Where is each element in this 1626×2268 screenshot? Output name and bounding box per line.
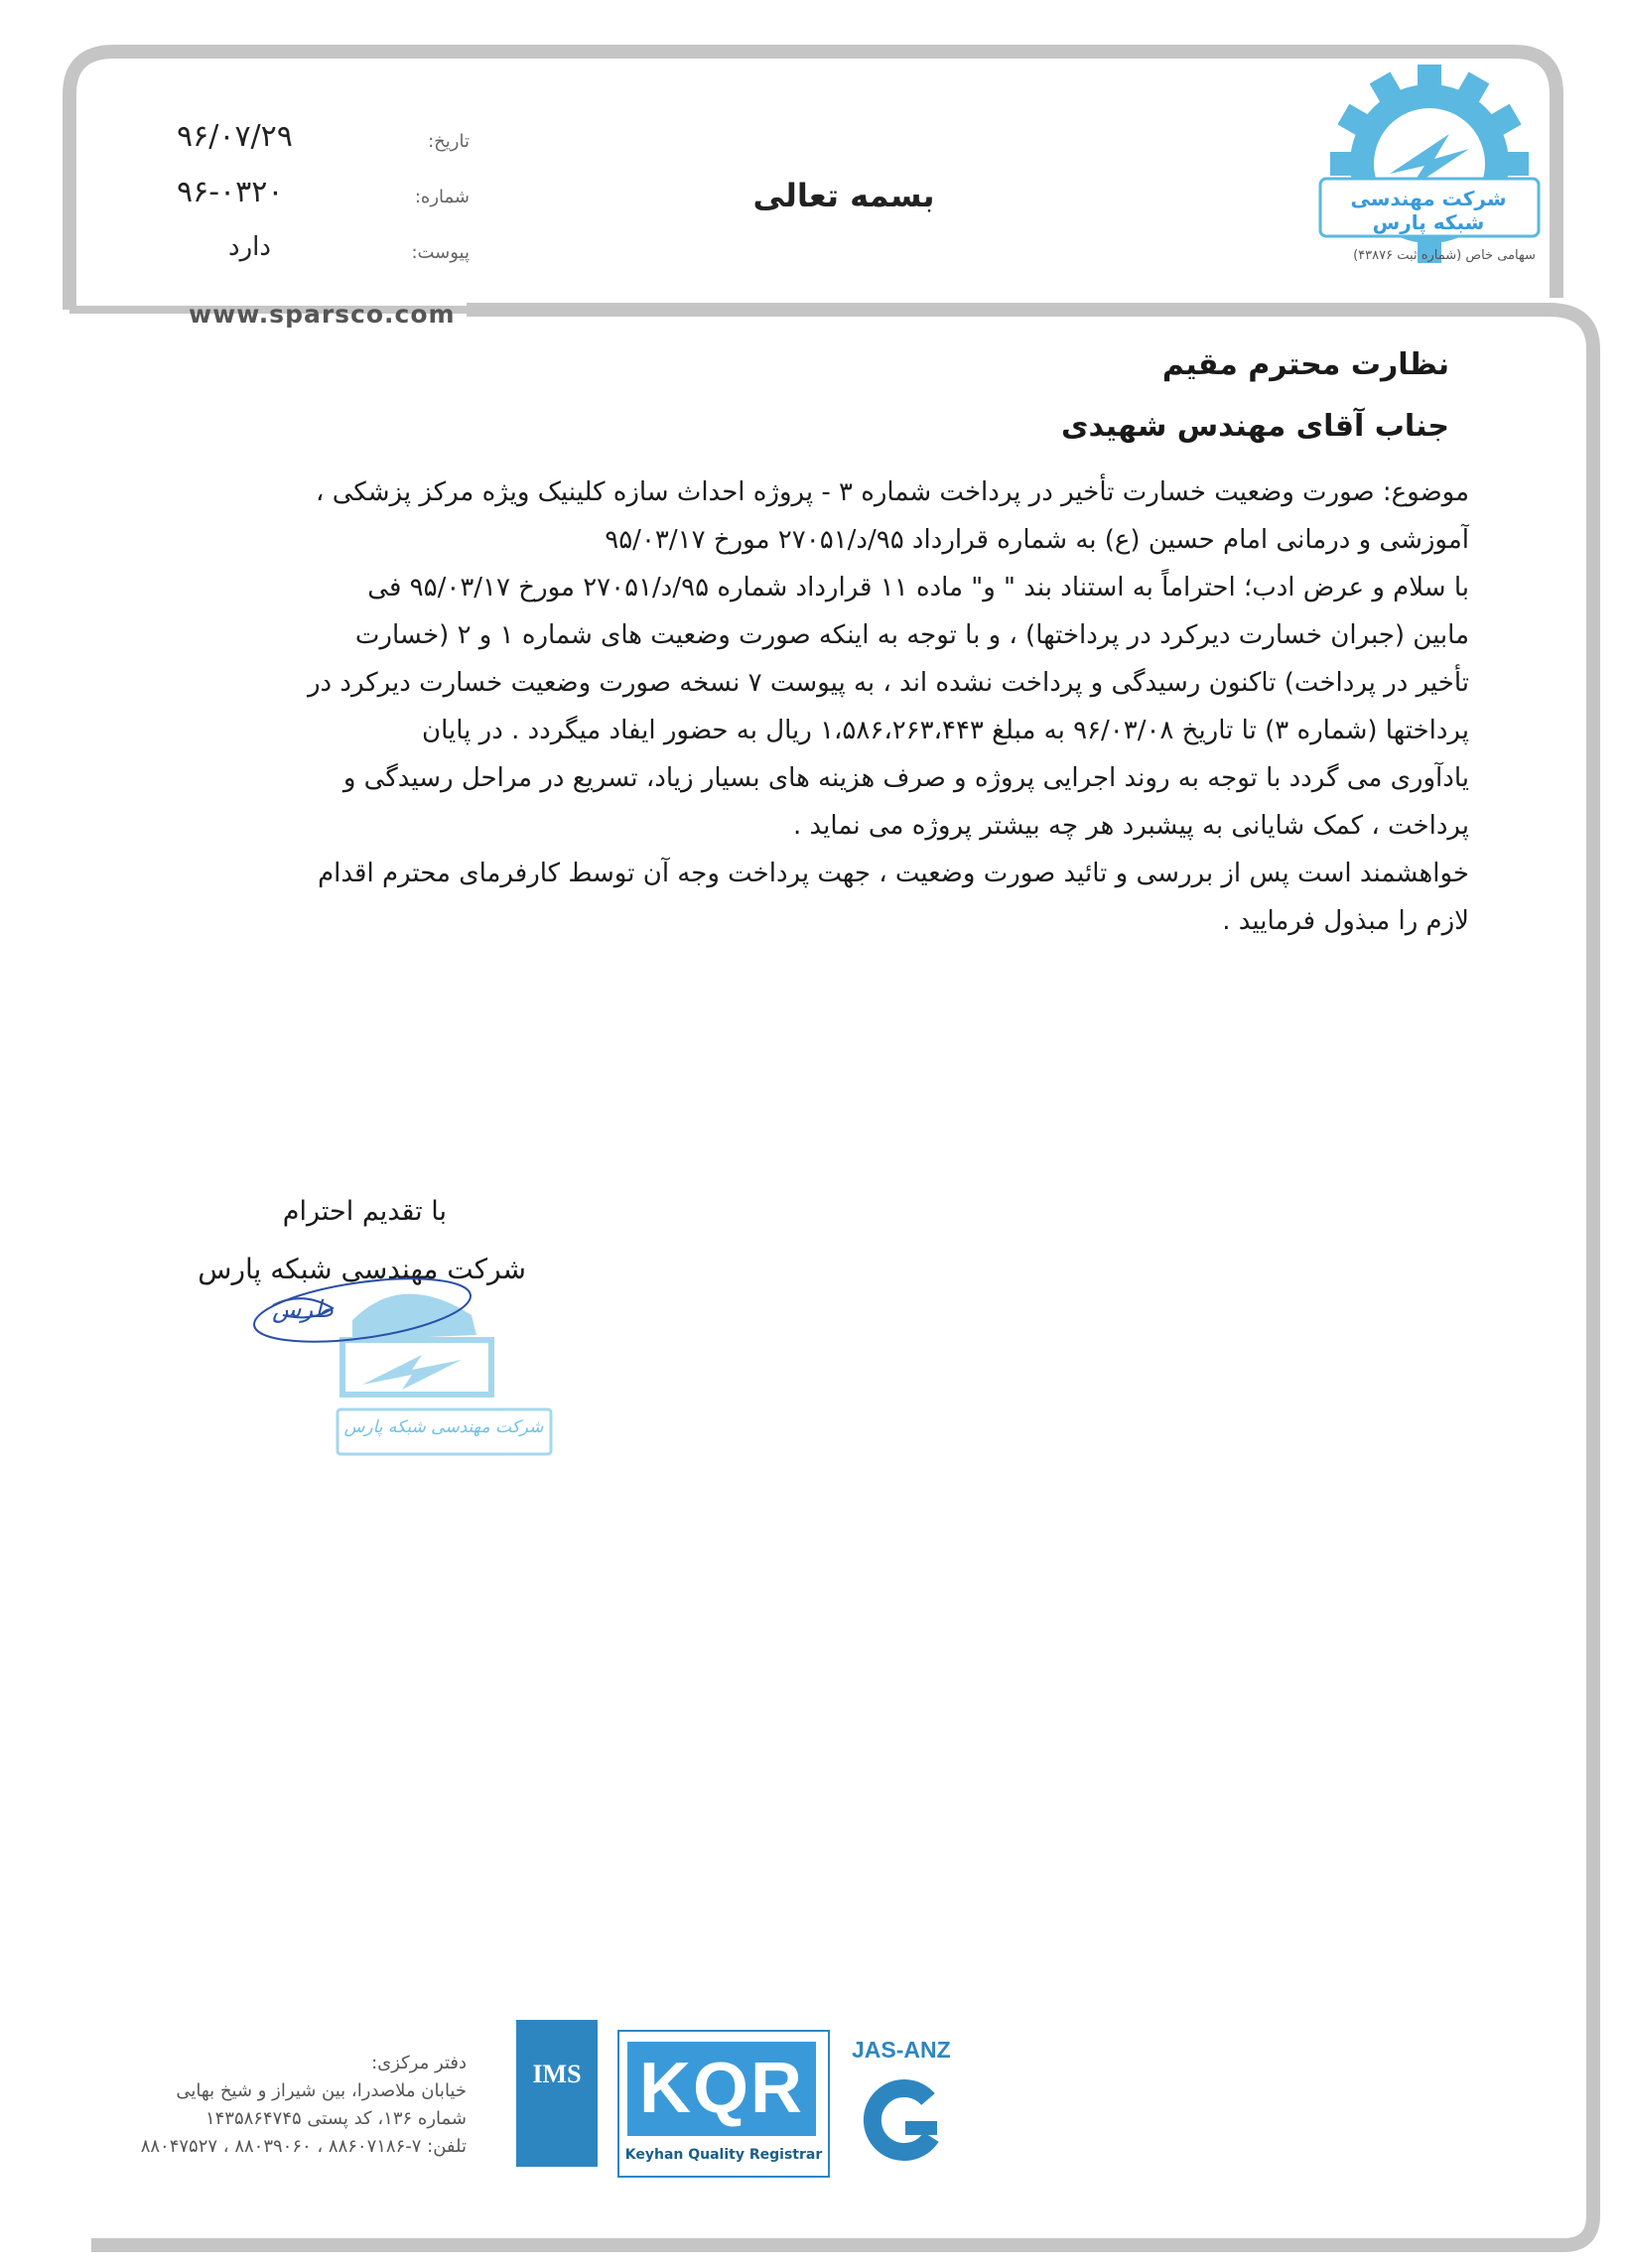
bismillah-heading: بسمه تعالی — [752, 177, 935, 214]
subject-line-1: موضوع: صورت وضعیت خسارت تأخیر در پرداخت شماره ۳ - پروژه احداث سازه کلینیک ویژه مرکز پزشکی ، — [316, 477, 1469, 507]
date-value: ۹۶/۰۷/۲۹ — [177, 119, 293, 154]
attachment-value: دارد — [228, 232, 271, 262]
paragraph-1-line: با سلام و عرض ادب؛ احتراماً به استناد بند " و" ماده ۱۱ قرارداد شماره ۹۵/د/۲۷۰۵۱ مورخ ۹۵/۰۳/۱۷ فی — [367, 573, 1469, 602]
paragraph-2 — [189, 850, 1469, 945]
ims-label: IMS — [532, 2060, 582, 2088]
paragraph-2-line: لازم را مبذول فرمایید . — [1222, 906, 1469, 936]
date-label: تاریخ: — [428, 131, 470, 152]
paragraph-1-line: پرداخت ، کمک شایانی به پیشبرد هر چه بیشتر پروژه می نماید . — [792, 811, 1469, 841]
closing-phrase: با تقدیم احترام — [282, 1196, 447, 1227]
letter-body — [189, 468, 1469, 945]
company-logo-name: شرکت مهندسی شبکه پارس — [1350, 187, 1507, 234]
attachment-label: پیوست: — [411, 242, 470, 263]
ims-cert-logo — [516, 2020, 598, 2167]
signature-text: طرس — [272, 1295, 334, 1323]
kqr-label: KQR — [627, 2042, 816, 2136]
office-label: دفتر مرکزی: — [371, 2053, 467, 2073]
company-registration: سهامی خاص (شماره ثبت ۴۳۸۷۶) — [1353, 248, 1536, 263]
recipient-line-1: نظارت محترم مقیم — [1161, 347, 1449, 382]
paragraph-1-line: یادآوری می گردد با توجه به روند اجرایی پروژه و صرف هزینه های بسیار زیاد، تسریع در مراحل رسیدگی و — [342, 763, 1469, 793]
number-label: شماره: — [414, 187, 470, 207]
number-value: ۹۶-۰۳۲۰ — [177, 175, 284, 209]
paragraph-1-line: تأخیر در پرداخت) تاکنون رسیدگی و پرداخت نشده اند ، به پیوست ۷ نسخه صورت وضعیت خسارت دیرکرد در — [307, 668, 1469, 698]
kqr-cert-logo — [617, 2030, 830, 2178]
kqr-registrar: Keyhan Quality Registrar — [624, 2147, 823, 2163]
signer-company: شرکت مهندسی شبکه پارس — [198, 1253, 526, 1285]
recipient-line-2: جناب آقای مهندس شهیدی — [1060, 409, 1449, 444]
phone-line: تلفن: ۷-۸۸۶۰۷۱۸۶ ، ۸۸۰۳۹۰۶۰ ، ۸۸۰۴۷۵۲۷ — [140, 2136, 467, 2157]
address-line-2: شماره ۱۳۶، کد پستی ۱۴۳۵۸۶۴۷۴۵ — [204, 2108, 467, 2129]
address-line-1: خیابان ملاصدرا، بین شیراز و شیخ بهایی — [176, 2080, 467, 2101]
jas-anz-icon — [854, 2069, 953, 2169]
website-link[interactable]: www.sparsco.com — [189, 300, 456, 329]
jas-anz-label: JAS-ANZ — [852, 2037, 951, 2063]
paragraph-2-line: خواهشمند است پس از بررسی و تائید صورت وضعیت ، جهت پرداخت وجه آن توسط کارفرمای محترم اقدام — [318, 859, 1469, 888]
company-stamp — [223, 1261, 581, 1479]
office-address — [40, 2050, 467, 2161]
company-logo — [1310, 60, 1549, 278]
paragraph-1-line: پرداختها (شماره ۳) تا تاریخ ۹۶/۰۳/۰۸ به مبلغ ۱،۵۸۶،۲۶۳،۴۴۳ ریال به حضور ایفاد میگردد . در پایان — [422, 716, 1469, 745]
subject-line-2: آموزشی و درمانی امام حسین (ع) به شماره قرارداد ۹۵/د/۲۷۰۵۱ مورخ ۹۵/۰۳/۱۷ — [605, 525, 1469, 555]
paragraph-1 — [189, 564, 1469, 850]
paragraph-1-line: مابین (جبران خسارت دیرکرد در پرداختها) ، و با توجه به اینکه صورت وضعیت های شماره ۱ و ۲ (خسارت — [354, 620, 1469, 650]
stamp-text: شرکت مهندسی شبکه پارس — [343, 1417, 544, 1437]
